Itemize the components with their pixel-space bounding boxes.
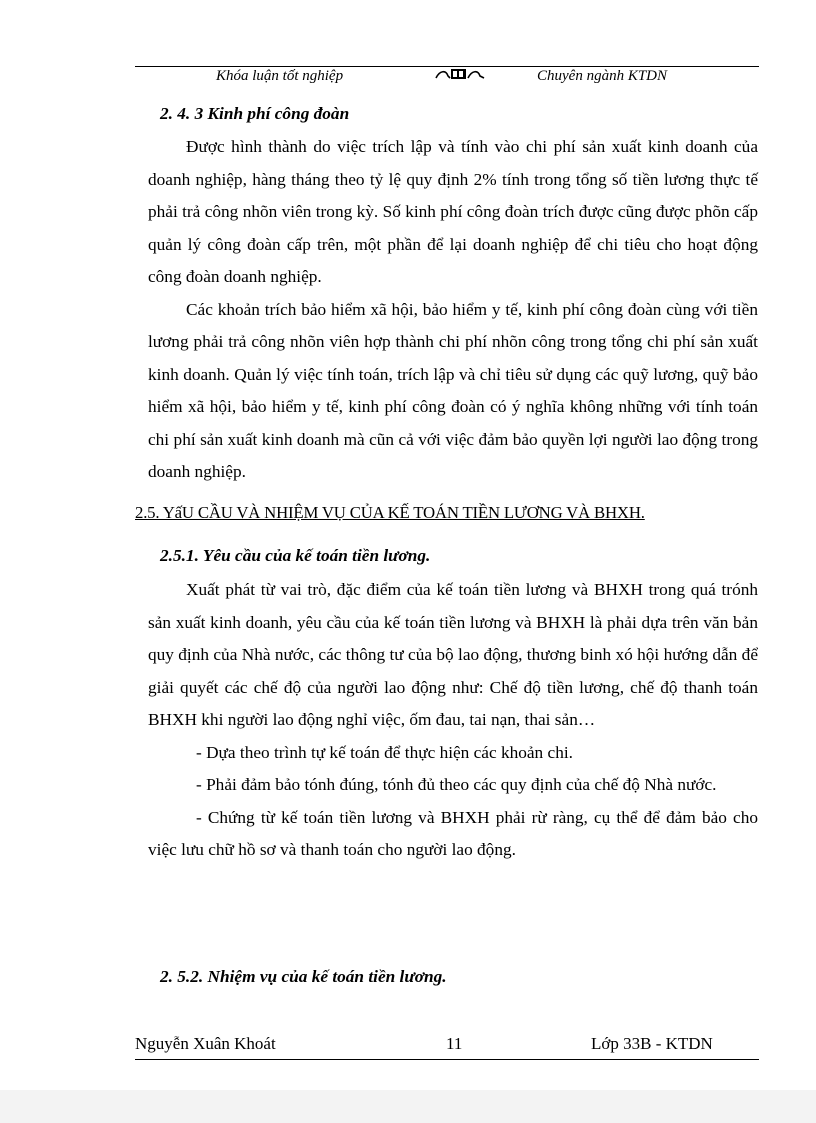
footer-page-number: 11 — [446, 1034, 463, 1053]
footer-rule — [135, 1059, 759, 1060]
header-right-text: Chuyên ngành KTDN — [537, 68, 668, 84]
section-2-5-1-title: 2.5.1. Yêu cầu của kế toán tiền lương. — [160, 546, 431, 565]
paragraph: Được hình thành do việc trích lập và tính vào chi phí sản xuất kinh doanh của doanh nghiệp, hàng tháng theo tỷ lệ quy định 2% tính trong tổng số tiền lương thực tế phải trả công nhõn viên trong kỳ. Số kinh phí công đoàn trích được cũng được phõn cấp quản lý công đoàn cấp trên, một phần để lại doanh nghiệp để chi tiêu cho hoạt động công đoàn doanh nghiệp. — [148, 137, 758, 286]
section-2-5-title: 2.5. YấU CẦU VÀ NHIỆM VỤ CỦA KẾ TOÁN TIỀN LƯƠNG VÀ BHXH. — [135, 503, 645, 522]
header-left-text: Khóa luận tốt nghiệp — [216, 68, 344, 84]
paragraph: Các khoản trích bảo hiểm xã hội, bảo hiểm y tế, kinh phí công đoàn cùng với tiền lương phải trả công nhõn viên hợp thành chi phí nhõn công trong tổng chi phí sản xuất kinh doanh. Quản lý việc tính toán, trích lập và chỉ tiêu sử dụng các quỹ lương, quỹ bảo hiểm xã hội, bảo hiểm y tế, kinh phí công đoàn có ý nghĩa không những với tính toán chi phí sản xuất kinh doanh mà cũn cả với việc đảm bảo quyền lợi người lao động trong doanh nghiệp. — [148, 299, 758, 481]
paragraph: Xuất phát từ vai trò, đặc điểm của kế toán tiền lương và BHXH trong quá trónh sản xuất kinh doanh, yêu cầu của kế toán tiền lương và BHXH là phải dựa trên văn bản quy định của Nhà nước, các thông tư của bộ lao động, thương binh xó hội hướng dẫn để giải quyết các chế độ của người lao động như: Chế độ tiền lương, chế độ thanh toán BHXH khi người lao động nghỉ việc, ốm đau, tai nạn, thai sản… — [148, 580, 758, 729]
page-bottom-band — [0, 1090, 816, 1123]
section-2-4-3-body — [148, 131, 758, 489]
section-2-5-1-body — [148, 574, 758, 867]
section-2-4-3-title: 2. 4. 3 Kinh phí công đoàn — [160, 104, 350, 123]
footer-class: Lớp 33B - KTDN — [591, 1034, 713, 1053]
footer-author: Nguyễn Xuân Khoát — [135, 1034, 276, 1053]
section-2-5-2-title: 2. 5.2. Nhiệm vụ của kế toán tiền lương. — [160, 967, 447, 986]
bullet-item: - Phải đảm bảo tónh đúng, tónh đủ theo các quy định của chế độ Nhà nước. — [196, 775, 717, 794]
header-ornament-icon — [434, 66, 486, 82]
bullet-item: - Chứng từ kế toán tiền lương và BHXH phải rừ ràng, cụ thể để đảm bảo cho việc lưu chữ hồ sơ và thanh toán cho người lao động. — [148, 807, 758, 859]
bullet-item: - Dựa theo trình tự kế toán để thực hiện các khoản chi. — [196, 742, 573, 762]
